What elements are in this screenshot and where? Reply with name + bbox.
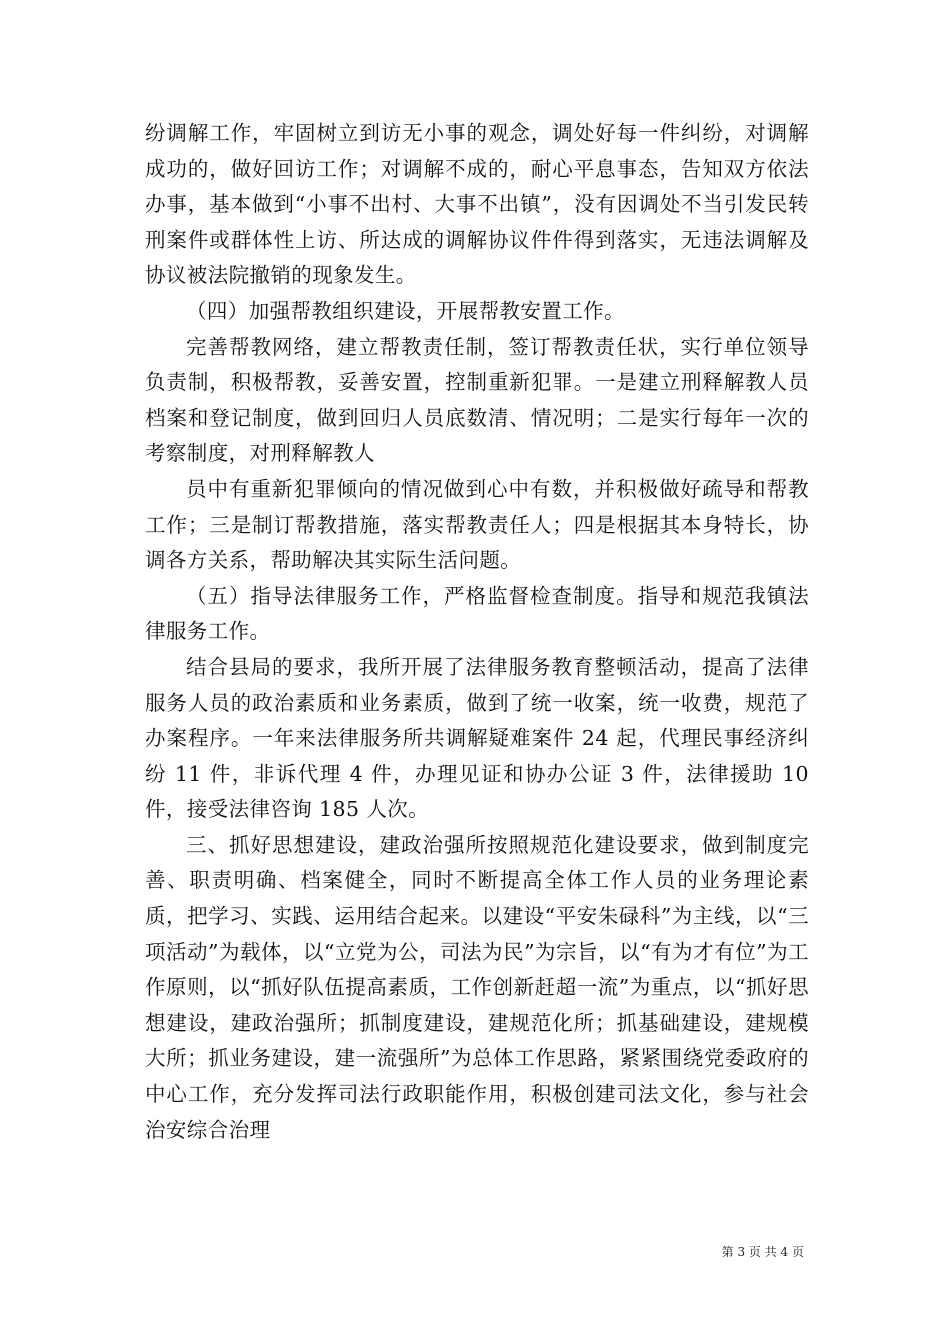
heading-section-4: （四）加强帮教组织建设，开展帮教安置工作。 [186,298,625,323]
paragraph-assistance-network: 完善帮教网络，建立帮教责任制，签订帮教责任状，实行单位领导负责制，积极帮教，妥善安置，控制重新犯罪。一是建立刑释解教人员档案和登记制度，做到回归人员底数清、情况明；二是实行每年一次的考察制度，对刑释解教人 [145,334,809,466]
page-number-footer: 第 3 页 共 4 页 [721,1245,804,1259]
paragraph-mediation-continued: 纷调解工作，牢固树立到访无小事的观念，调处好每一件纠纷，对调解成功的，做好回访工作；对调解不成的，耐心平息事态，告知双方依法办事，基本做到“小事不出村、大事不出镇”，没有因调处不当引发民转刑案件或群体性上访、所达成的调解协议件件得到落实，无违法调解及协议被法院撤销的现象发生。 [145,121,809,288]
document-body [145,116,809,1148]
paragraph-assistance-measures: 员中有重新犯罪倾向的情况做到心中有数，并积极做好疏导和帮教工作；三是制订帮教措施，落实帮教责任人；四是根据其本身特长，协调各方关系，帮助解决其实际生活问题。 [145,476,809,573]
heading-section-5: （五）指导法律服务工作，严格监督检查制度。指导和规范我镇法律服务工作。 [145,583,809,644]
paragraph-legal-services: 结合县局的要求，我所开展了法律服务教育整顿活动，提高了法律服务人员的政治素质和业务素质，做到了统一收案，统一收费，规范了办案程序。一年来法律服务所共调解疑难案件 24 起，代理民事经济纠纷 11 件，非诉代理 4 件，办理见证和协办公证 3 件，法律援助 10 件，接受法律咨询 185 人次。 [145,654,809,822]
paragraph-ideological-building: 三、抓好思想建设，建政治强所按照规范化建设要求，做到制度完善、职责明确、档案健全，同时不断提高全体工作人员的业务理论素质，把学习、实践、运用结合起来。以建设“平安朱碌科”为主线，以“三项活动”为载体，以“立党为公，司法为民”为宗旨，以“有为才有位”为工作原则，以“抓好队伍提高素质，工作创新赶超一流”为重点，以“抓好思想建设，建政治强所；抓制度建设，建规范化所；抓基础建设，建规模大所；抓业务建设，建一流强所”为总体工作思路，紧紧围绕党委政府的中心工作，充分发挥司法行政职能作用，积极创建司法文化，参与社会治安综合治理 [145,832,809,1142]
